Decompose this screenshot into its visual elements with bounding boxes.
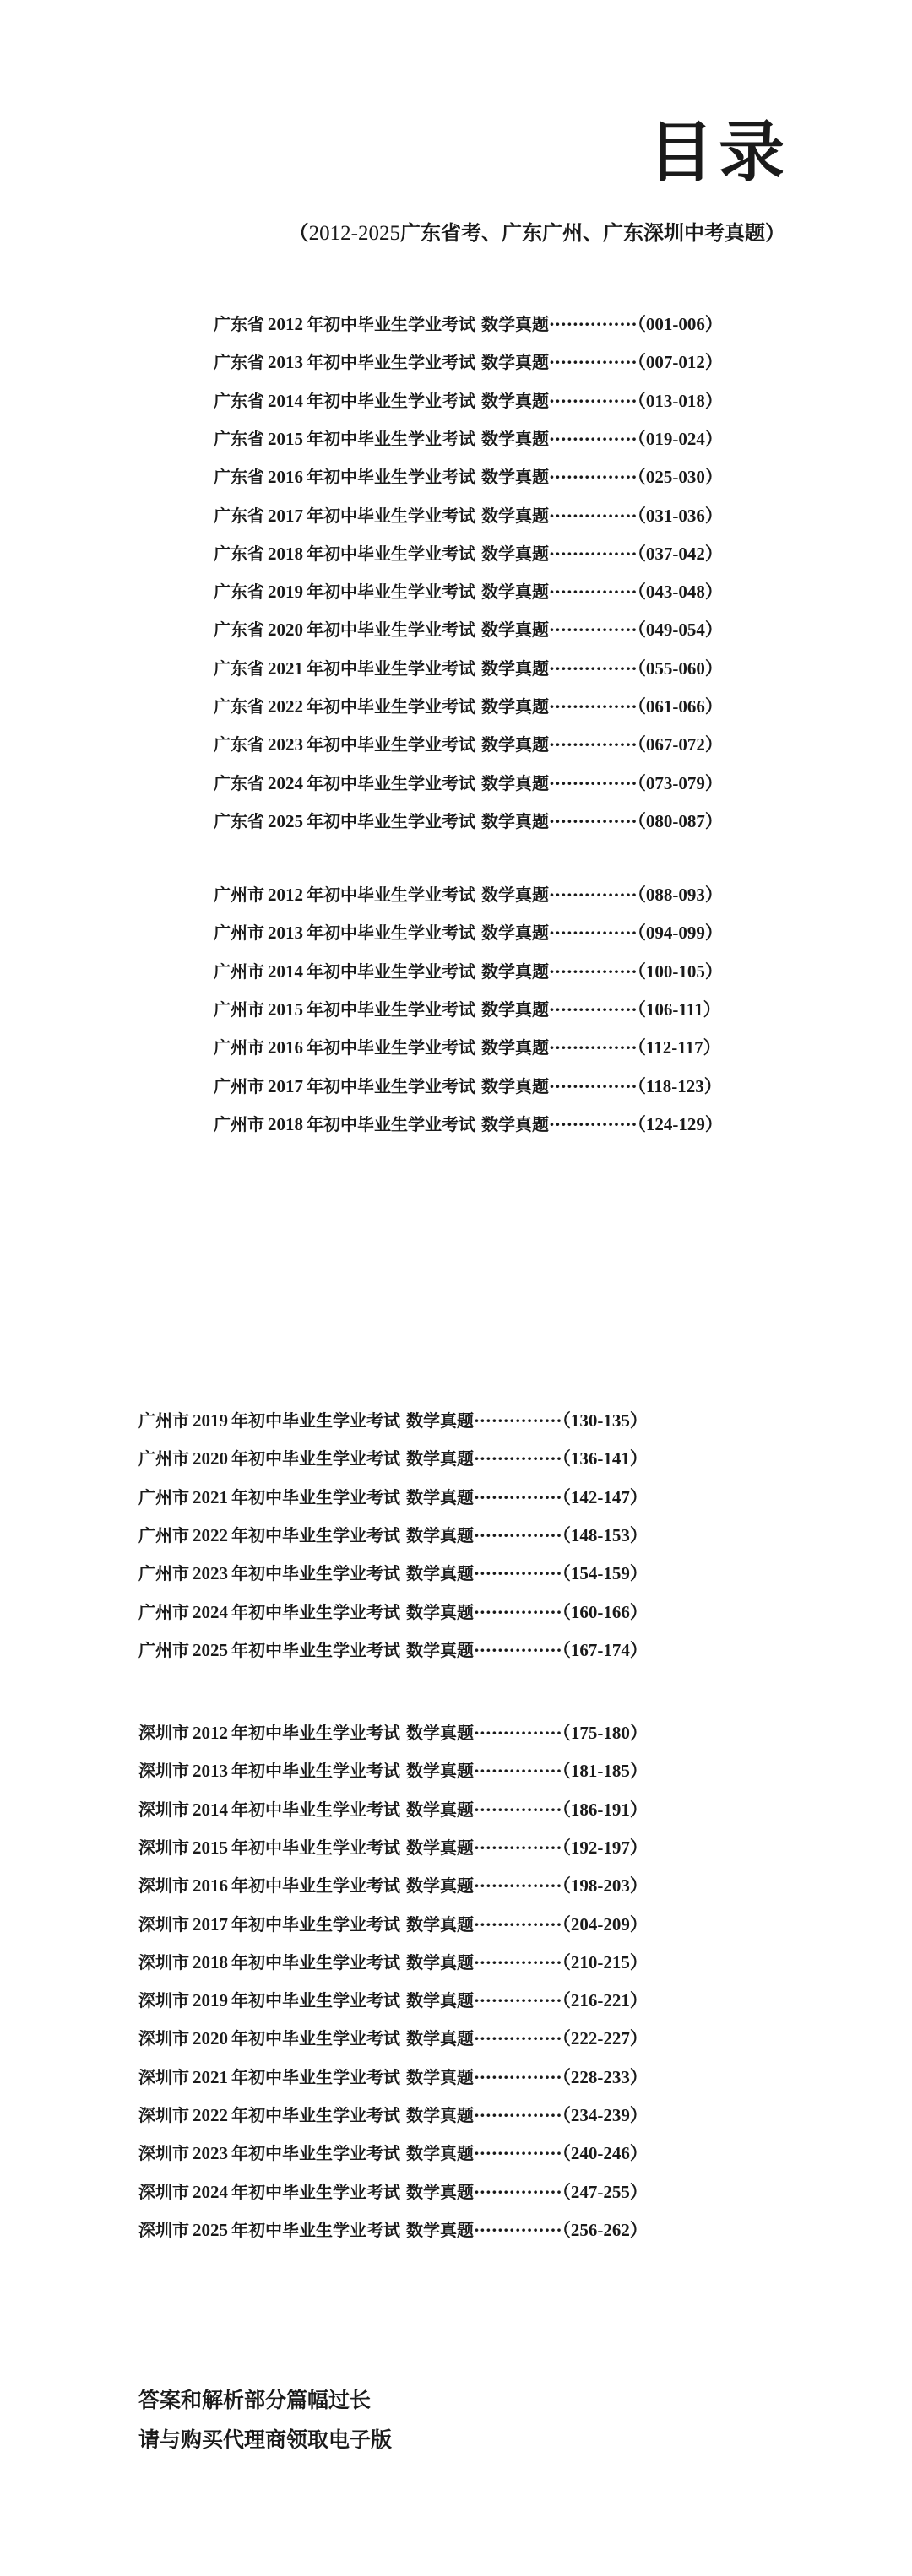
toc-entry[interactable] bbox=[138, 1562, 648, 1584]
toc-region: 广州市 bbox=[138, 1486, 189, 1507]
toc-page-range: （186-191） bbox=[562, 1799, 648, 1820]
toc-region: 深圳市 bbox=[138, 2181, 189, 2202]
toc-entry[interactable] bbox=[138, 1837, 648, 1859]
toc-year: 2014 bbox=[193, 1799, 228, 1820]
toc-title: 年初中毕业生学业考试 数学真题 bbox=[231, 2219, 474, 2240]
toc-title: 年初中毕业生学业考试 数学真题 bbox=[231, 1913, 474, 1935]
toc-page-range: （228-233） bbox=[562, 2066, 648, 2087]
toc-entry[interactable] bbox=[138, 2027, 648, 2049]
toc-title: 年初中毕业生学业考试 数学真题 bbox=[231, 2181, 474, 2202]
toc-page-range: （210-215） bbox=[562, 1951, 648, 1973]
note-line-2: 请与购买代理商领取电子版 bbox=[138, 2427, 393, 2452]
toc-leader-dots: ··············· bbox=[548, 923, 638, 944]
toc-year: 2019 bbox=[193, 1410, 228, 1431]
toc-region: 广东省 bbox=[214, 390, 264, 411]
toc-entry[interactable] bbox=[214, 695, 723, 717]
toc-entry[interactable] bbox=[138, 1448, 648, 1469]
toc-page-range: （106-111） bbox=[637, 998, 721, 1020]
toc-year: 2014 bbox=[268, 390, 303, 411]
toc-title: 年初中毕业生学业考试 数学真题 bbox=[307, 467, 549, 488]
toc-region: 深圳市 bbox=[138, 2219, 189, 2240]
toc-page-range: （001-006） bbox=[637, 314, 723, 334]
toc-page-range: （175-180） bbox=[562, 1723, 648, 1743]
toc-region: 广东省 bbox=[214, 810, 264, 831]
toc-leader-dots: ··············· bbox=[548, 998, 638, 1020]
toc-title: 年初中毕业生学业考试 数学真题 bbox=[231, 1723, 474, 1743]
toc-leader-dots: ··············· bbox=[473, 1563, 562, 1584]
toc-title: 年初中毕业生学业考试 数学真题 bbox=[307, 620, 549, 641]
toc-year: 2025 bbox=[193, 1639, 228, 1660]
toc-entry[interactable] bbox=[138, 1410, 648, 1431]
toc-region: 广东省 bbox=[214, 505, 264, 526]
toc-region: 广东省 bbox=[214, 543, 264, 564]
toc-leader-dots: ··············· bbox=[473, 2181, 562, 2202]
toc-entry[interactable] bbox=[214, 390, 723, 412]
toc-page-range: （080-087） bbox=[637, 810, 723, 831]
toc-entry[interactable] bbox=[214, 961, 723, 982]
toc-title: 年初中毕业生学业考试 数学真题 bbox=[307, 998, 549, 1020]
toc-page-range: （061-066） bbox=[637, 696, 723, 717]
toc-title: 年初中毕业生学业考试 数学真题 bbox=[231, 1761, 474, 1782]
toc-region: 深圳市 bbox=[138, 1723, 189, 1743]
toc-page-range: （167-174） bbox=[562, 1639, 648, 1660]
toc-region: 广州市 bbox=[214, 1037, 264, 1058]
toc-region: 广东省 bbox=[214, 314, 264, 334]
toc-region: 深圳市 bbox=[138, 2028, 189, 2049]
toc-entry[interactable] bbox=[214, 884, 723, 906]
toc-region: 深圳市 bbox=[138, 1951, 189, 1973]
toc-page-range: （198-203） bbox=[562, 1875, 648, 1897]
toc-year: 2019 bbox=[268, 582, 303, 603]
toc-title: 年初中毕业生学业考试 数学真题 bbox=[231, 1875, 474, 1897]
toc-leader-dots: ··············· bbox=[473, 1837, 562, 1858]
toc-year: 2020 bbox=[193, 1448, 228, 1469]
toc-region: 广州市 bbox=[214, 885, 264, 905]
toc-leader-dots: ··············· bbox=[548, 734, 638, 755]
toc-leader-dots: ··············· bbox=[548, 810, 638, 831]
toc-leader-dots: ··············· bbox=[473, 1410, 562, 1431]
toc-region: 广州市 bbox=[214, 1113, 264, 1134]
toc-year: 2024 bbox=[193, 2181, 228, 2202]
toc-year: 2023 bbox=[193, 2143, 228, 2164]
toc-page-range: （142-147） bbox=[562, 1486, 648, 1507]
toc-page-range: （007-012） bbox=[637, 352, 723, 373]
toc-title: 年初中毕业生学业考试 数学真题 bbox=[307, 734, 549, 755]
toc-region: 广东省 bbox=[214, 696, 264, 717]
toc-entry[interactable] bbox=[138, 1760, 648, 1782]
toc-leader-dots: ··············· bbox=[473, 1913, 562, 1935]
toc-title: 年初中毕业生学业考试 数学真题 bbox=[231, 1563, 474, 1584]
toc-title: 年初中毕业生学业考试 数学真题 bbox=[231, 2105, 474, 2125]
toc-region: 深圳市 bbox=[138, 1799, 189, 1820]
toc-page-range: （234-239） bbox=[562, 2105, 648, 2125]
toc-region: 深圳市 bbox=[138, 1990, 189, 2011]
toc-entry[interactable] bbox=[214, 733, 723, 755]
toc-region: 广东省 bbox=[214, 467, 264, 488]
toc-entry[interactable] bbox=[214, 922, 723, 944]
toc-title: 年初中毕业生学业考试 数学真题 bbox=[231, 1799, 474, 1820]
toc-leader-dots: ··············· bbox=[548, 505, 638, 526]
toc-leader-dots: ··············· bbox=[473, 2028, 562, 2049]
toc-year: 2013 bbox=[268, 352, 303, 373]
toc-entry[interactable] bbox=[138, 2142, 648, 2164]
toc-page-range: （204-209） bbox=[562, 1913, 648, 1935]
toc-region: 广东省 bbox=[214, 620, 264, 641]
toc-entry[interactable] bbox=[214, 505, 723, 527]
toc-region: 广东省 bbox=[214, 658, 264, 679]
toc-region: 广东省 bbox=[214, 582, 264, 603]
toc-leader-dots: ··············· bbox=[548, 582, 638, 603]
subtitle-years: 2012-2025 bbox=[308, 222, 400, 245]
toc-title: 年初中毕业生学业考试 数学真题 bbox=[307, 810, 549, 831]
toc-title: 年初中毕业生学业考试 数学真题 bbox=[307, 772, 549, 793]
toc-region: 广州市 bbox=[138, 1410, 189, 1431]
toc-title: 年初中毕业生学业考试 数学真题 bbox=[307, 352, 549, 373]
toc-year: 2013 bbox=[268, 923, 303, 944]
toc-region: 广东省 bbox=[214, 352, 264, 373]
toc-leader-dots: ··············· bbox=[473, 2066, 562, 2087]
toc-region: 广州市 bbox=[214, 961, 264, 982]
toc-entry[interactable] bbox=[214, 466, 723, 488]
toc-region: 广州市 bbox=[138, 1524, 189, 1545]
toc-region: 广东省 bbox=[214, 772, 264, 793]
toc-leader-dots: ··············· bbox=[548, 772, 638, 793]
toc-region: 深圳市 bbox=[138, 1761, 189, 1782]
page-subtitle bbox=[289, 216, 785, 246]
toc-page-range: （247-255） bbox=[562, 2181, 648, 2202]
toc-entry[interactable] bbox=[214, 428, 723, 450]
toc-title: 年初中毕业生学业考试 数学真题 bbox=[307, 582, 549, 603]
toc-year: 2022 bbox=[268, 696, 303, 717]
toc-title: 年初中毕业生学业考试 数学真题 bbox=[307, 923, 549, 944]
toc-leader-dots: ··············· bbox=[548, 696, 638, 717]
toc-year: 2023 bbox=[193, 1563, 228, 1584]
toc-region: 广州市 bbox=[214, 998, 264, 1020]
toc-year: 2016 bbox=[268, 1037, 303, 1058]
toc-entry[interactable] bbox=[138, 1875, 648, 1897]
toc-year: 2022 bbox=[193, 1524, 228, 1545]
toc-region: 广州市 bbox=[214, 1075, 264, 1096]
toc-title: 年初中毕业生学业考试 数学真题 bbox=[231, 1486, 474, 1507]
toc-leader-dots: ··············· bbox=[548, 1075, 638, 1096]
toc-leader-dots: ··············· bbox=[473, 1486, 562, 1507]
toc-entry[interactable] bbox=[214, 351, 723, 373]
toc-entry[interactable] bbox=[138, 2219, 648, 2241]
toc-page-range: （216-221） bbox=[562, 1990, 648, 2011]
toc-title: 年初中毕业生学业考试 数学真题 bbox=[307, 658, 549, 679]
toc-entry[interactable] bbox=[138, 1951, 648, 1973]
toc-entry[interactable] bbox=[138, 1486, 648, 1508]
toc-region: 深圳市 bbox=[138, 1913, 189, 1935]
toc-page-range: （160-166） bbox=[562, 1601, 648, 1622]
toc-entry[interactable] bbox=[138, 2181, 648, 2203]
toc-page-range: （031-036） bbox=[637, 505, 723, 526]
toc-title: 年初中毕业生学业考试 数学真题 bbox=[307, 314, 549, 334]
toc-entry[interactable] bbox=[214, 658, 723, 679]
toc-leader-dots: ··············· bbox=[473, 1761, 562, 1782]
toc-title: 年初中毕业生学业考试 数学真题 bbox=[231, 1951, 474, 1973]
toc-leader-dots: ··············· bbox=[473, 1448, 562, 1469]
toc-year: 2024 bbox=[193, 1601, 228, 1622]
toc-region: 深圳市 bbox=[138, 2143, 189, 2164]
toc-region: 广州市 bbox=[138, 1448, 189, 1469]
toc-year: 2012 bbox=[268, 885, 303, 905]
toc-entry[interactable] bbox=[214, 810, 723, 832]
toc-title: 年初中毕业生学业考试 数学真题 bbox=[231, 1524, 474, 1545]
toc-entry[interactable] bbox=[214, 313, 723, 335]
toc-leader-dots: ··············· bbox=[548, 885, 638, 905]
toc-leader-dots: ··············· bbox=[548, 467, 638, 488]
toc-title: 年初中毕业生学业考试 数学真题 bbox=[307, 1037, 549, 1058]
toc-leader-dots: ··············· bbox=[548, 620, 638, 641]
toc-page-range: （013-018） bbox=[637, 390, 723, 411]
toc-year: 2020 bbox=[268, 620, 303, 641]
toc-region: 深圳市 bbox=[138, 1875, 189, 1897]
toc-year: 2016 bbox=[193, 1875, 228, 1897]
toc-year: 2017 bbox=[268, 1075, 303, 1096]
toc-page-range: （256-262） bbox=[562, 2219, 648, 2240]
toc-year: 2024 bbox=[268, 772, 303, 793]
toc-year: 2018 bbox=[268, 543, 303, 564]
toc-page-range: （118-123） bbox=[637, 1075, 722, 1096]
toc-page-range: （222-227） bbox=[562, 2028, 648, 2049]
toc-year: 2014 bbox=[268, 961, 303, 982]
toc-title: 年初中毕业生学业考试 数学真题 bbox=[307, 390, 549, 411]
subtitle-text: 广东省考、广东广州、广东深圳中考真题 bbox=[400, 220, 765, 245]
toc-year: 2018 bbox=[268, 1113, 303, 1134]
toc-year: 2021 bbox=[193, 1486, 228, 1507]
toc-leader-dots: ··············· bbox=[548, 1037, 638, 1058]
toc-leader-dots: ··············· bbox=[473, 1951, 562, 1973]
toc-page-range: （094-099） bbox=[637, 923, 723, 944]
toc-page-range: （130-135） bbox=[562, 1410, 648, 1431]
toc-leader-dots: ··············· bbox=[548, 390, 638, 411]
page-title: 目录 bbox=[647, 114, 790, 191]
toc-leader-dots: ··············· bbox=[548, 658, 638, 679]
toc-entry[interactable] bbox=[138, 2066, 648, 2088]
toc-entry[interactable] bbox=[138, 1989, 648, 2011]
subtitle-close-paren: ） bbox=[765, 220, 785, 245]
toc-page-range: （112-117） bbox=[637, 1037, 721, 1058]
toc-leader-dots: ··············· bbox=[473, 2105, 562, 2125]
subtitle-open-paren: （ bbox=[288, 220, 309, 245]
toc-region: 广东省 bbox=[214, 428, 264, 449]
toc-leader-dots: ··············· bbox=[473, 1875, 562, 1897]
toc-leader-dots: ··············· bbox=[548, 314, 638, 334]
toc-page-range: （124-129） bbox=[637, 1113, 723, 1134]
toc-title: 年初中毕业生学业考试 数学真题 bbox=[307, 961, 549, 982]
toc-entry[interactable] bbox=[214, 1036, 721, 1058]
toc-page-range: （073-079） bbox=[637, 772, 723, 793]
toc-entry[interactable] bbox=[138, 1601, 648, 1623]
toc-entry[interactable] bbox=[214, 1113, 723, 1135]
toc-page-range: （037-042） bbox=[637, 543, 723, 564]
toc-year: 2016 bbox=[268, 467, 303, 488]
toc-title: 年初中毕业生学业考试 数学真题 bbox=[307, 1075, 549, 1096]
toc-title: 年初中毕业生学业考试 数学真题 bbox=[231, 2143, 474, 2164]
toc-page-range: （088-093） bbox=[637, 885, 723, 905]
toc-region: 深圳市 bbox=[138, 2066, 189, 2087]
toc-title: 年初中毕业生学业考试 数学真题 bbox=[307, 885, 549, 905]
toc-region: 广州市 bbox=[138, 1563, 189, 1584]
toc-title: 年初中毕业生学业考试 数学真题 bbox=[307, 696, 549, 717]
toc-page-range: （136-141） bbox=[562, 1448, 648, 1469]
toc-year: 2018 bbox=[193, 1951, 228, 1973]
toc-year: 2025 bbox=[268, 810, 303, 831]
toc-entry[interactable] bbox=[138, 1524, 648, 1546]
toc-entry[interactable] bbox=[138, 2104, 648, 2126]
toc-year: 2015 bbox=[268, 998, 303, 1020]
toc-title: 年初中毕业生学业考试 数学真题 bbox=[307, 543, 549, 564]
toc-region: 广东省 bbox=[214, 734, 264, 755]
toc-year: 2021 bbox=[268, 658, 303, 679]
toc-page-range: （240-246） bbox=[562, 2143, 648, 2164]
toc-leader-dots: ··············· bbox=[473, 1990, 562, 2011]
toc-region: 深圳市 bbox=[138, 2105, 189, 2125]
toc-year: 2020 bbox=[193, 2028, 228, 2049]
toc-year: 2019 bbox=[193, 1990, 228, 2011]
toc-entry[interactable] bbox=[214, 581, 723, 603]
toc-page-range: （192-197） bbox=[562, 1837, 648, 1858]
toc-title: 年初中毕业生学业考试 数学真题 bbox=[307, 505, 549, 526]
toc-leader-dots: ··············· bbox=[473, 1524, 562, 1545]
toc-title: 年初中毕业生学业考试 数学真题 bbox=[231, 1990, 474, 2011]
toc-page-range: （154-159） bbox=[562, 1563, 648, 1584]
toc-title: 年初中毕业生学业考试 数学真题 bbox=[231, 2066, 474, 2087]
toc-title: 年初中毕业生学业考试 数学真题 bbox=[231, 1837, 474, 1858]
toc-region: 广州市 bbox=[214, 923, 264, 944]
toc-leader-dots: ··············· bbox=[548, 543, 638, 564]
toc-title: 年初中毕业生学业考试 数学真题 bbox=[231, 1601, 474, 1622]
toc-page-range: （043-048） bbox=[637, 582, 723, 603]
toc-leader-dots: ··············· bbox=[473, 2143, 562, 2164]
toc-leader-dots: ··············· bbox=[473, 1601, 562, 1622]
toc-page-range: （055-060） bbox=[637, 658, 723, 679]
toc-year: 2013 bbox=[193, 1761, 228, 1782]
toc-year: 2021 bbox=[193, 2066, 228, 2087]
toc-year: 2017 bbox=[193, 1913, 228, 1935]
toc-year: 2017 bbox=[268, 505, 303, 526]
toc-title: 年初中毕业生学业考试 数学真题 bbox=[307, 428, 549, 449]
toc-entry[interactable] bbox=[138, 1913, 648, 1935]
toc-year: 2023 bbox=[268, 734, 303, 755]
toc-entry[interactable] bbox=[214, 1075, 722, 1097]
toc-page-range: （019-024） bbox=[637, 428, 723, 449]
note-line-1: 答案和解析部分篇幅过长 bbox=[138, 2388, 372, 2412]
toc-entry[interactable] bbox=[138, 1722, 648, 1744]
toc-title: 年初中毕业生学业考试 数学真题 bbox=[231, 1639, 474, 1660]
toc-leader-dots: ··············· bbox=[548, 961, 638, 982]
toc-entry[interactable] bbox=[138, 1799, 648, 1821]
toc-leader-dots: ··············· bbox=[548, 428, 638, 449]
toc-year: 2022 bbox=[193, 2105, 228, 2125]
toc-leader-dots: ··············· bbox=[473, 2219, 562, 2240]
toc-year: 2012 bbox=[193, 1723, 228, 1743]
toc-region: 广州市 bbox=[138, 1639, 189, 1660]
toc-page-range: （049-054） bbox=[637, 620, 723, 641]
toc-entry[interactable] bbox=[214, 772, 723, 794]
toc-region: 广州市 bbox=[138, 1601, 189, 1622]
toc-year: 2025 bbox=[193, 2219, 228, 2240]
toc-page-range: （148-153） bbox=[562, 1524, 648, 1545]
toc-page-range: （067-072） bbox=[637, 734, 723, 755]
toc-page-range: （025-030） bbox=[637, 467, 723, 488]
toc-entry[interactable] bbox=[138, 1639, 648, 1661]
toc-title: 年初中毕业生学业考试 数学真题 bbox=[231, 2028, 474, 2049]
toc-title: 年初中毕业生学业考试 数学真题 bbox=[307, 1113, 549, 1134]
toc-leader-dots: ··············· bbox=[473, 1799, 562, 1820]
toc-year: 2015 bbox=[193, 1837, 228, 1858]
toc-leader-dots: ··············· bbox=[548, 1113, 638, 1134]
toc-leader-dots: ··············· bbox=[548, 352, 638, 373]
toc-entry[interactable] bbox=[214, 543, 723, 565]
toc-title: 年初中毕业生学业考试 数学真题 bbox=[231, 1448, 474, 1469]
toc-leader-dots: ··············· bbox=[473, 1639, 562, 1660]
toc-title: 年初中毕业生学业考试 数学真题 bbox=[231, 1410, 474, 1431]
toc-page-range: （181-185） bbox=[562, 1761, 648, 1782]
toc-entry[interactable] bbox=[214, 619, 723, 641]
toc-entry[interactable] bbox=[214, 998, 721, 1020]
toc-year: 2015 bbox=[268, 428, 303, 449]
toc-page-range: （100-105） bbox=[637, 961, 723, 982]
toc-region: 深圳市 bbox=[138, 1837, 189, 1858]
toc-year: 2012 bbox=[268, 314, 303, 334]
toc-leader-dots: ··············· bbox=[473, 1723, 562, 1743]
